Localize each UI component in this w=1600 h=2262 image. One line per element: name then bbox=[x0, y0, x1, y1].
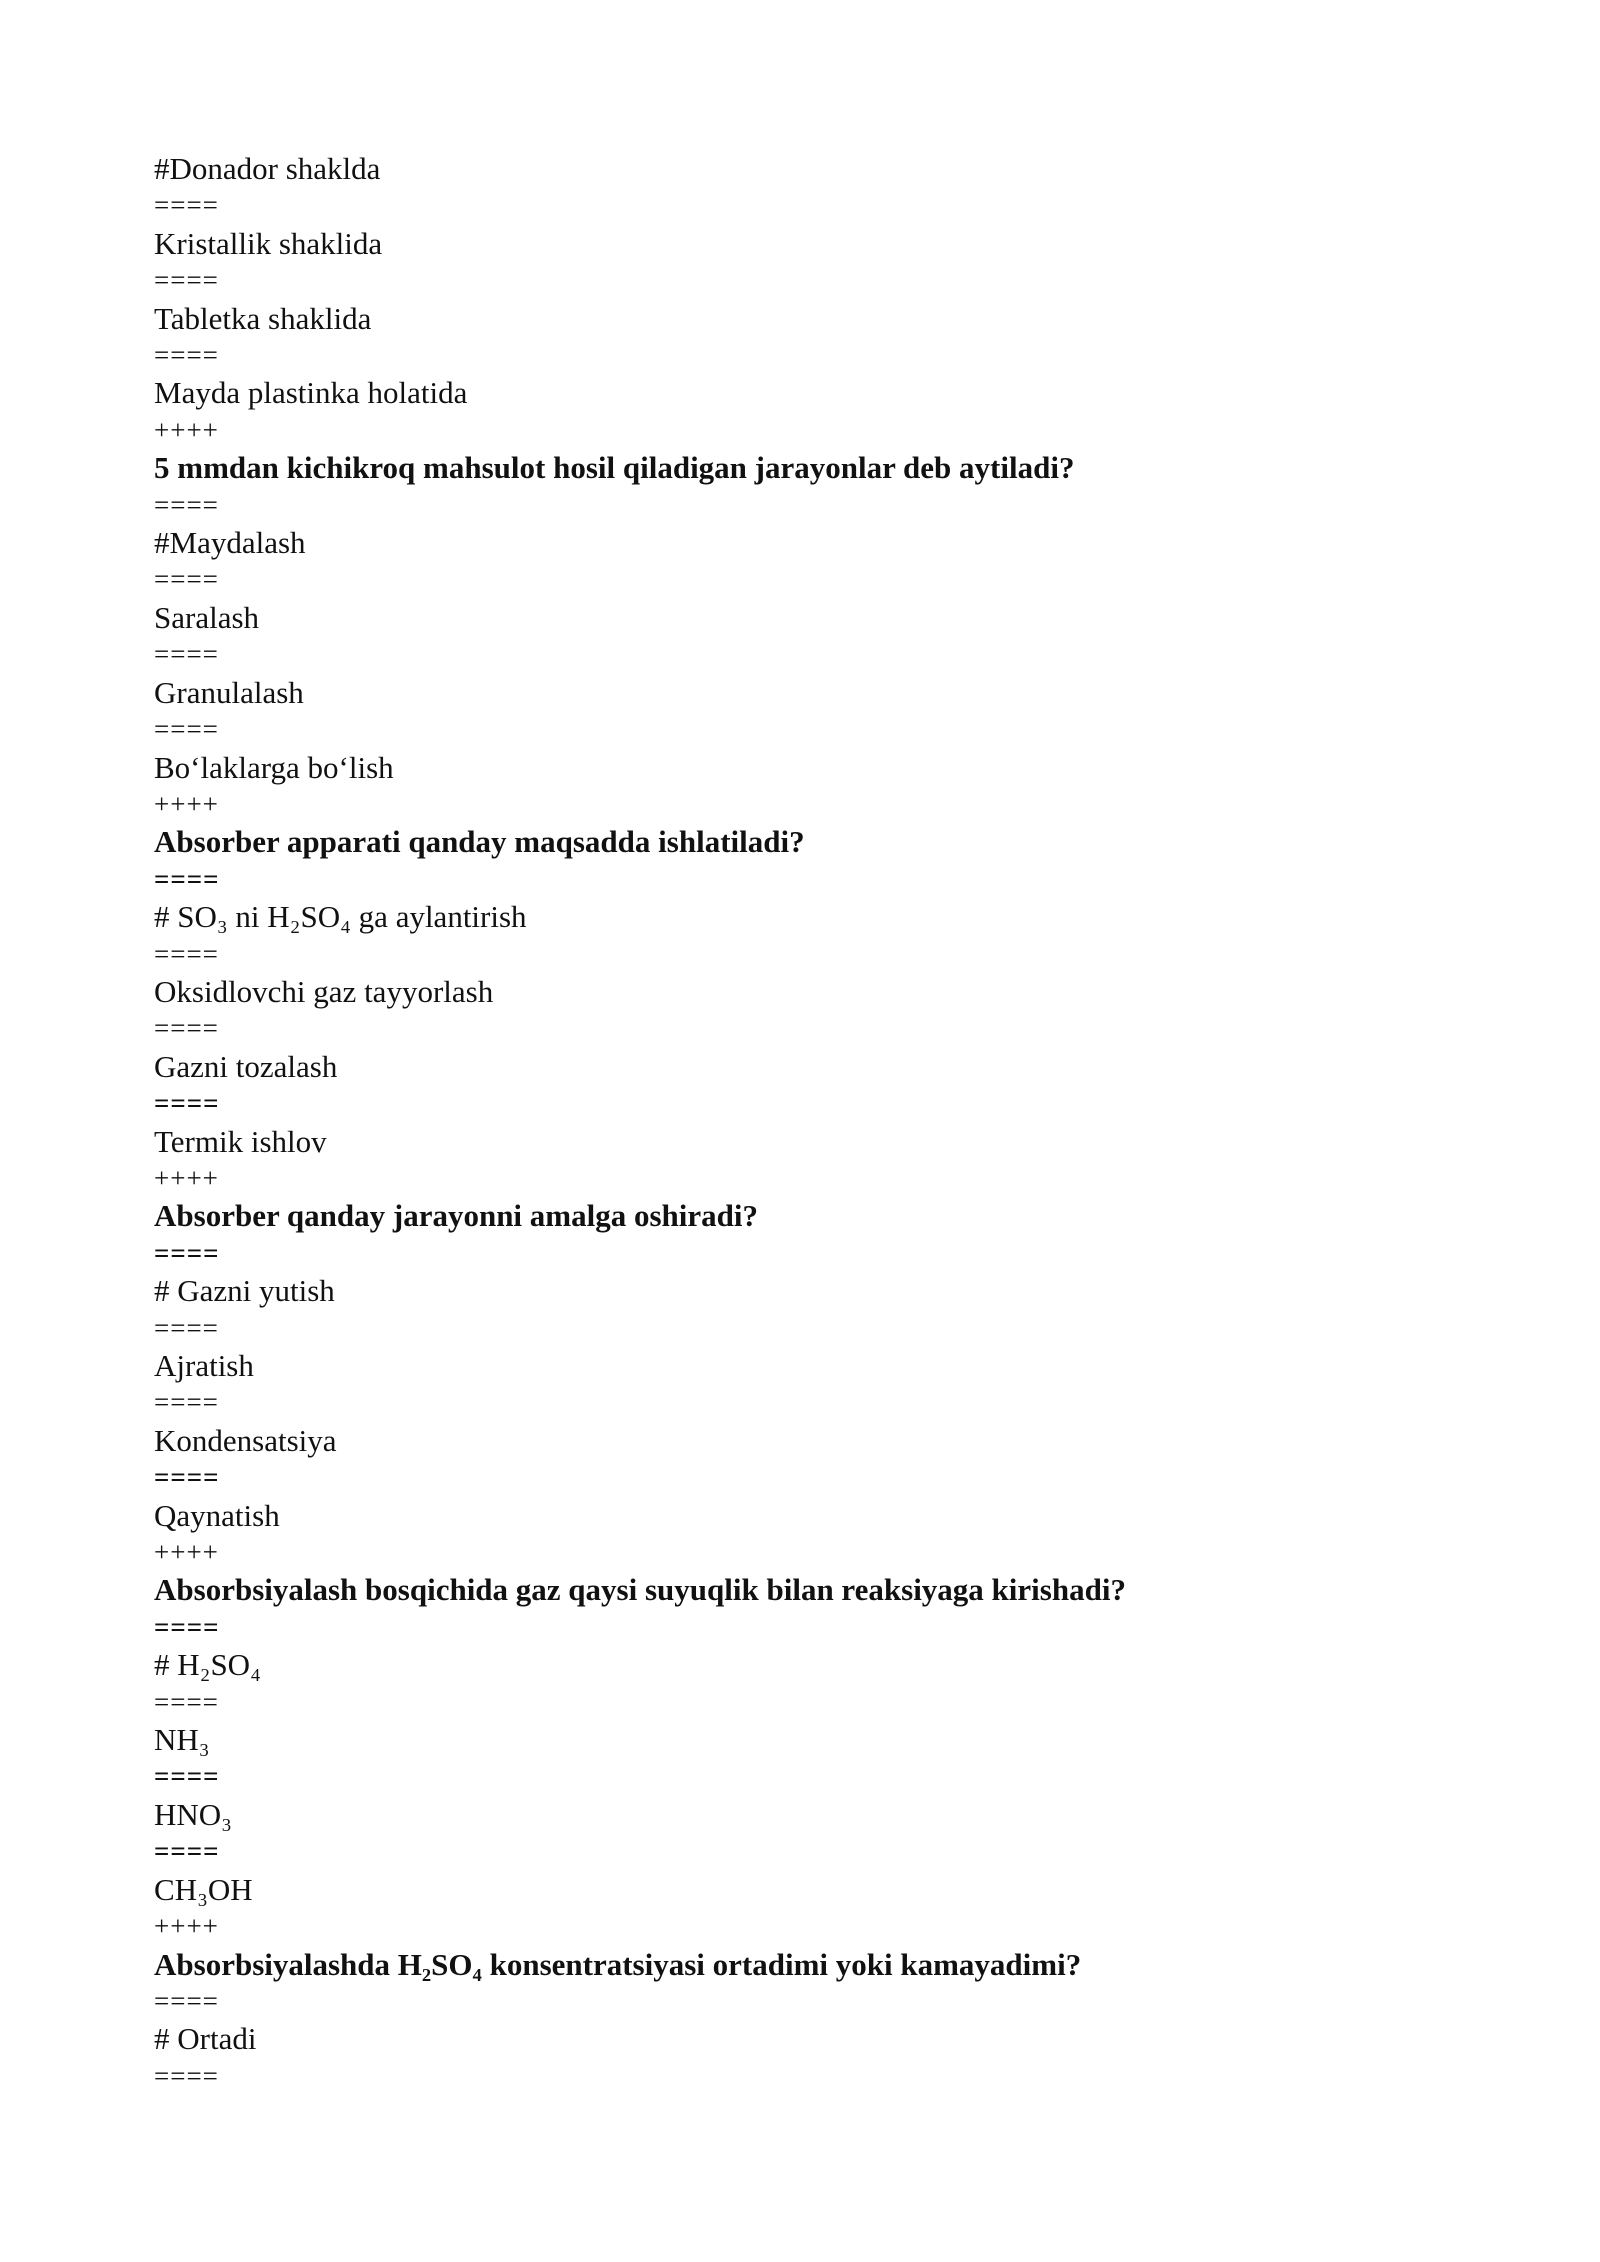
separator-line: ++++ bbox=[154, 414, 219, 445]
answer-option: HNO₃ bbox=[154, 1796, 232, 1832]
separator-line: ==== bbox=[154, 1985, 219, 2016]
answer-option: Tabletka shaklida bbox=[154, 300, 372, 336]
separator-line: ==== bbox=[154, 1686, 219, 1717]
separator-line: ==== bbox=[154, 1836, 220, 1867]
separator-line: ==== bbox=[154, 714, 219, 745]
answer-option: #Maydalash bbox=[154, 525, 306, 561]
answer-option: # H₂SO₄ bbox=[154, 1647, 261, 1683]
answer-option: Saralash bbox=[154, 599, 260, 635]
answer-option: # SO₃ ni H₂SO₄ ga aylantirish bbox=[154, 899, 527, 935]
separator-line: ==== bbox=[154, 489, 219, 520]
separator-line: ==== bbox=[154, 938, 219, 969]
question-text: Absorber apparati qanday maqsadda ishlatiladi? bbox=[154, 824, 805, 860]
question-text: Absorber qanday jarayonni amalga oshiradi? bbox=[154, 1198, 759, 1234]
answer-option: #Donador shaklda bbox=[154, 151, 381, 186]
separator-line: ==== bbox=[154, 340, 219, 371]
answer-option: Ajratish bbox=[154, 1348, 254, 1383]
separator-line: ==== bbox=[154, 1462, 220, 1493]
question-text: Absorbsiyalashda H₂SO₄ konsentratsiyasi ortadimi yoki kamayadimi? bbox=[154, 1946, 1082, 1982]
separator-line: ==== bbox=[154, 265, 219, 296]
separator-line: ==== bbox=[154, 1611, 220, 1642]
answer-option: Qaynatish bbox=[154, 1497, 280, 1533]
separator-line: ==== bbox=[154, 1237, 220, 1268]
answer-option: Gazni tozalash bbox=[154, 1048, 338, 1084]
answer-option: Termik ishlov bbox=[154, 1123, 327, 1159]
separator-line: ==== bbox=[154, 190, 219, 221]
separator-line: ++++ bbox=[154, 1537, 219, 1568]
answer-option: # Ortadi bbox=[154, 2021, 257, 2057]
separator-line: ++++ bbox=[154, 1162, 219, 1193]
answer-option: # Gazni yutish bbox=[154, 1273, 335, 1309]
answer-option: CH₃OH bbox=[154, 1871, 253, 1907]
answer-option: Mayda plastinka holatida bbox=[154, 375, 468, 411]
separator-line: ==== bbox=[154, 1761, 220, 1792]
separator-line: ==== bbox=[154, 564, 219, 595]
question-text: Absorbsiyalash bosqichida gaz qaysi suyuqlik bilan reaksiyaga kirishadi? bbox=[154, 1572, 1126, 1608]
answer-option: Oksidlovchi gaz tayyorlash bbox=[154, 973, 494, 1009]
separator-line: ++++ bbox=[154, 1911, 219, 1942]
answer-option: NH₃ bbox=[154, 1722, 210, 1758]
quiz-text-body bbox=[154, 150, 1454, 2095]
question-text: 5 mmdan kichikroq mahsulot hosil qiladigan jarayonlar deb aytiladi? bbox=[154, 450, 1075, 486]
answer-option: Bo‘laklarga bo‘lish bbox=[154, 749, 394, 785]
separator-line: ==== bbox=[154, 863, 220, 894]
answer-option: Kondensatsiya bbox=[154, 1422, 337, 1458]
separator-line: ==== bbox=[154, 1013, 219, 1044]
separator-line: ++++ bbox=[154, 788, 219, 819]
answer-option: Granulalash bbox=[154, 674, 304, 710]
separator-line: ==== bbox=[154, 639, 219, 670]
separator-line: ==== bbox=[154, 1312, 219, 1343]
separator-line: ==== bbox=[154, 1088, 220, 1119]
separator-line: ==== bbox=[154, 2060, 219, 2091]
separator-line: ==== bbox=[154, 1387, 219, 1418]
answer-option: Kristallik shaklida bbox=[154, 225, 383, 261]
